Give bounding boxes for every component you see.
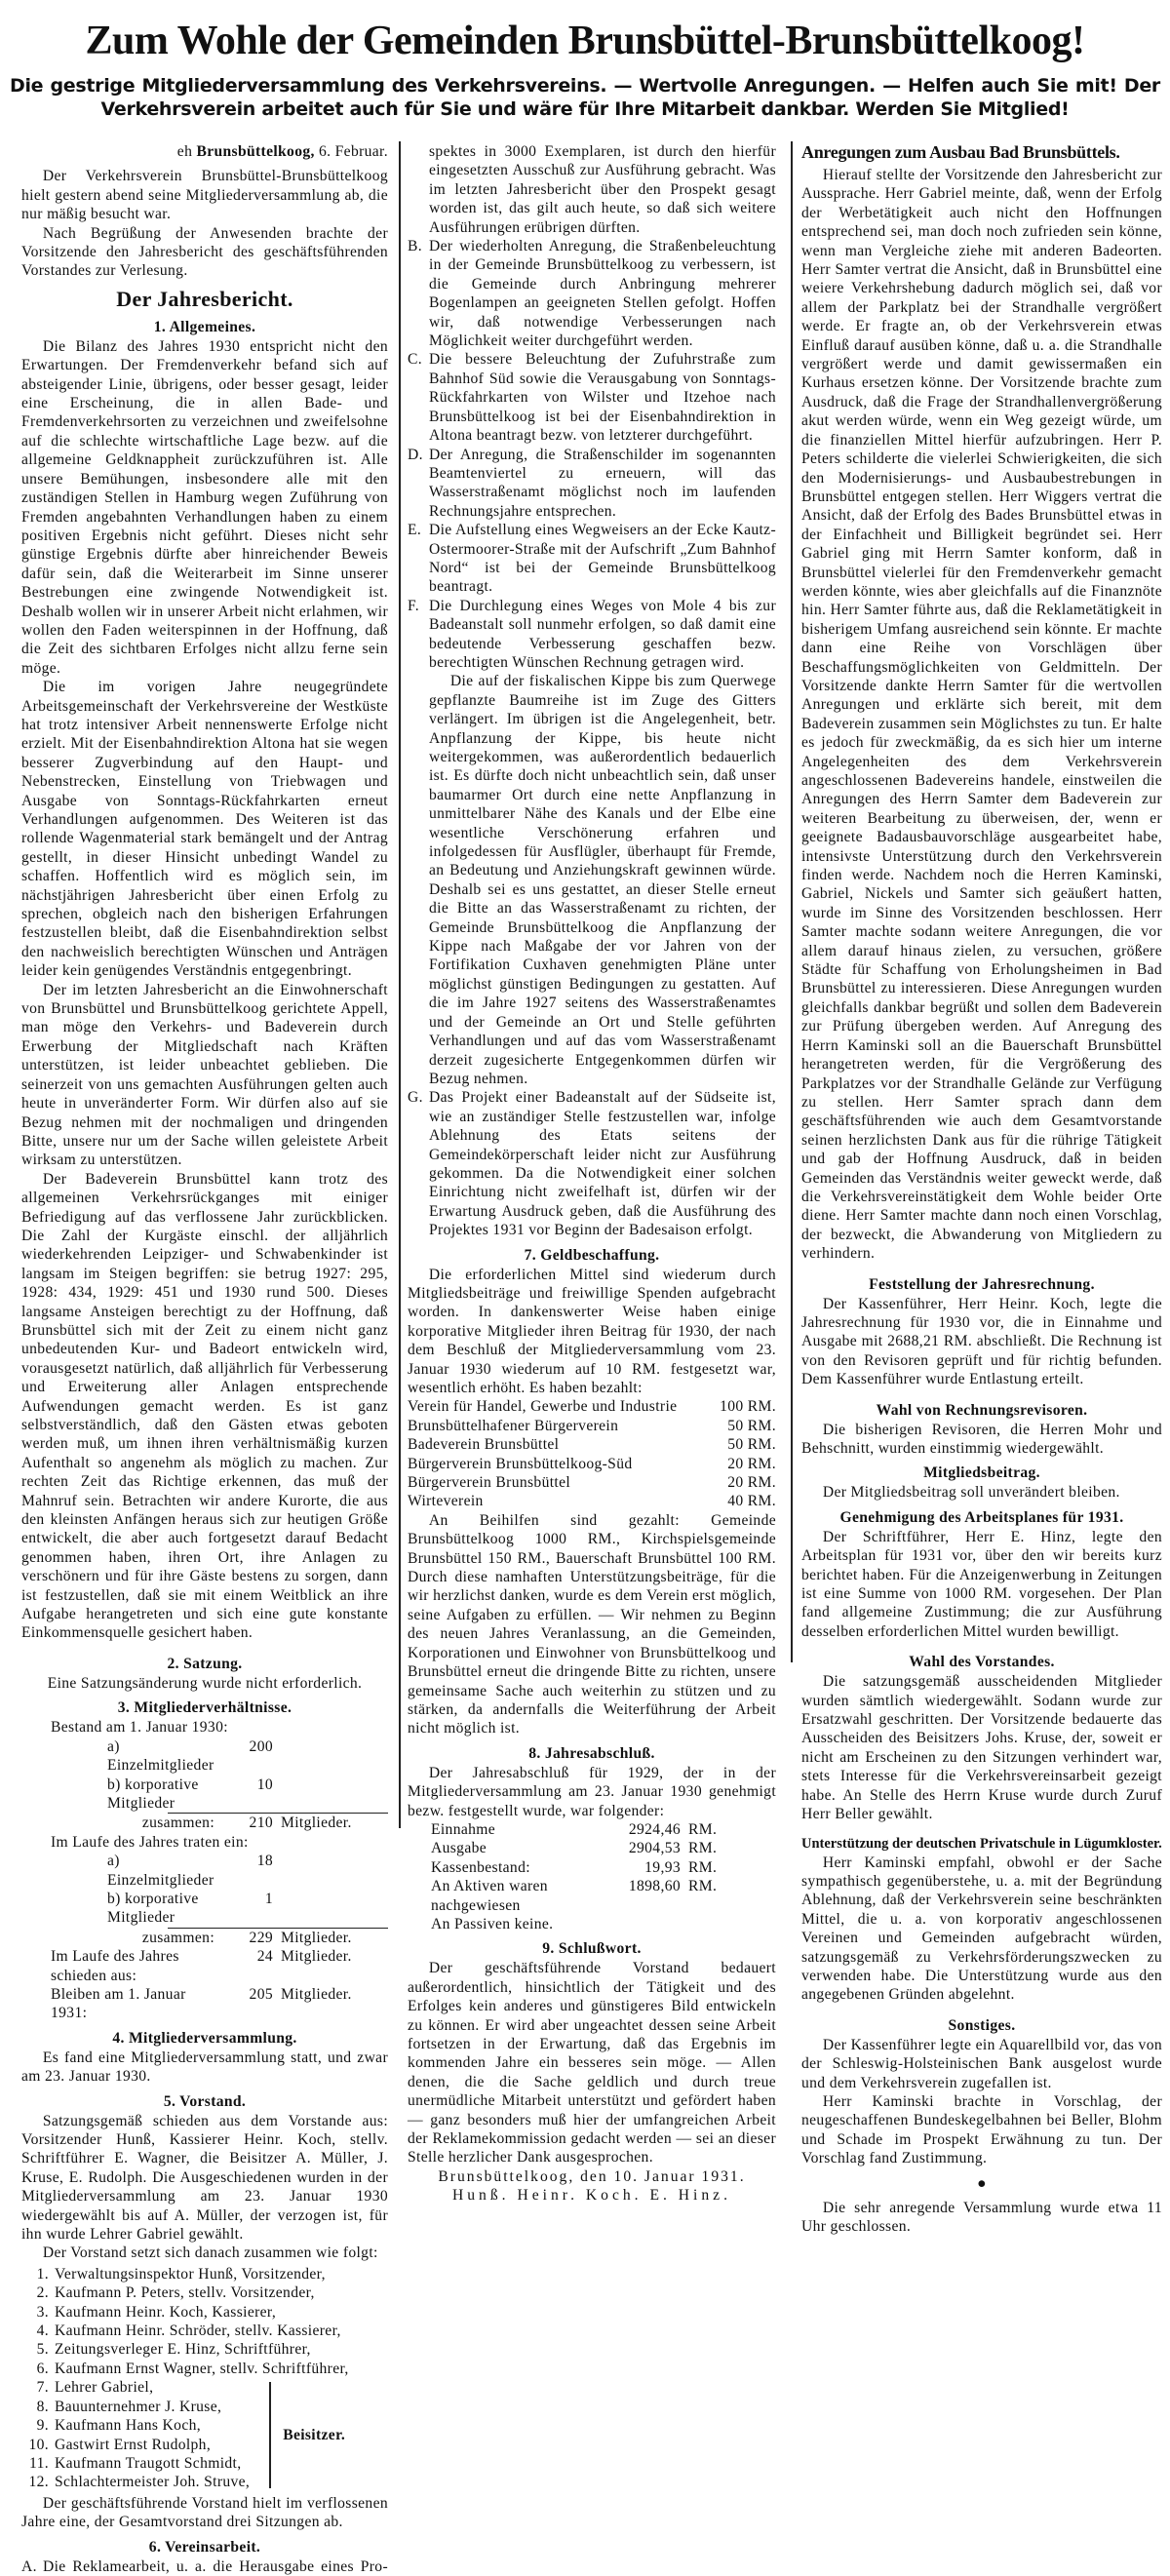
table-row (408, 1397, 776, 1416)
list-item (21, 2265, 388, 2283)
section-heading: Wahl von Rechnungsrevisoren. (876, 1401, 1088, 1419)
text: Die bessere Beleuchtung der Zufuhrstraße zum Bahnhof Süd sowie die Verausgabung von Sonntags-Rückfahrkarten von Wilster und Itzehoe nach Brunsbüttelkoog ist bei der Eisenbahndirektion in Altona beantragt bezw. von letzterer durchgeführt. (429, 351, 776, 445)
text: G. (408, 1089, 423, 1107)
paragraph: Der Kassenführer legte ein Aquarellbild vor, das von der Schleswig-Holsteinischen Bank ausgelost wurde und dem Verkehrsverein zugefallen ist. (801, 2036, 1162, 2091)
section-heading: 9. Schlußwort. (542, 1940, 642, 1958)
table-unit: Mitglieder. (281, 1815, 352, 1832)
text: Der Anregung, die Straßenschilder im sogenannten Beamtenviertel zu erneuern, will das Wasserstraßenamt möglichst noch im laufenden Rechnungsjahre entsprechen. (429, 446, 776, 520)
signatures: Hunß. Heinr. Koch. E. Hinz. (452, 2187, 731, 2205)
paragraph: spektes in 3000 Exemplaren, ist durch den hierfür eingesetzten Ausschuß zur Ausführung gebracht. Was im letzten Jahresbericht über den Prospekt gesagt worden ist, das gilt auch heute, so daß sich weitere Ausführungen erübrigen dürften. (429, 143, 776, 236)
paragraph: Die auf der fiskalischen Kippe bis zum Querwege gepflanzte Baumreihe ist im Zuge des Gitters verlängert. Im übrigen ist die Angelegenheit, betr. Anpflanzung der Kippe, bis heute nicht weitergekommen, was außerordentlich bedauerlich ist. Es dürfte doch nicht unbeachtlich sein, daß unser baumarmer Ort durch eine nette Anpflanzung in unmittelbarer Nähe des Kanals und der Elbe eine wesentliche Verschönerung erfahren und infolgedessen für Ausflügler, überhaupt für Fremde, an Bedeutung und Anziehungskraft gewinnen würde. Deshalb sei es uns gestattet, an dieser Stelle erneut die Bitte an das Wasserstraßenamt zu richten, der Gemeinde Brunsbüttelkoog die Anpflanzung der Kippe nach Maßgabe der vor Jahren von der Fortifikation Cuxhaven genehmigten Pläne unter möglichst günstigen Bedingungen zu gestatten. Auf die im Jahre 1927 seitens des Wasserstraßenamtes und der Gemeinde an Ort und Stelle geführten Verhandlungen und auf das vom Wasserstraßenamt derzeit zugesicherte Entgegenkommen dürfen wir Bezug nehmen. (429, 673, 776, 1087)
list-item (408, 350, 776, 445)
author-initials: eh (176, 143, 193, 160)
table-value: 18 (256, 1853, 273, 1870)
section-heading: 1. Allgemeines. (153, 318, 256, 335)
table-label: b) korporative Mitglieder (107, 1890, 199, 1927)
paragraph: Die Bilanz des Jahres 1930 entspricht nicht den Erwartungen. Der Fremdenverkehr befand sich auf absteigender Linie, übrigens, oder besser gesagt, leider eine Erscheinung, die in allen Bade- und Fremdenverkehrsorten zu verzeichnen und zweifelsohne auf die schlechte wirtschaftliche Lage bezw. auf die allgemeine Geldknappheit zurückzuführen ist. Alle unsere Bemühungen, insbesondere alle mit den zuständigen Stellen in Hamburg wegen Zuführung von Fremden angebahnten Verhandlungen haben zu einem positiven Ergebnis nicht geführt. Dieses nicht sehr günstige Ergebnis dürfte aber hinreichender Beweis dafür sein, daß die Weiterarbeit im Sinne unserer Bestrebungen eine zwingende Notwendigkeit ist. Deshalb wollen wir in unserer Arbeit nicht erlahmen, wir wollen den Faden weiterspinnen in der Hoffnung, daß die Zeit des sichtbaren Erfolges nicht allzu ferne sein möge. (21, 337, 388, 677)
payments-table (408, 1397, 776, 1510)
text: 20 RM. (727, 1474, 776, 1492)
closing-paragraph: Die sehr anregende Versammlung wurde etwa 11 Uhr geschlossen. (801, 2200, 1162, 2236)
text: Die Durchlegung eines Weges von Mole 4 bis zur Badeanstalt soll nunmehr erfolgen, so daß damit eine bedeutende Verbesserung geschaffen bezw. berechtigten Wünschen Rechnung getragen wird. (429, 597, 776, 671)
table-value: 229 (249, 1929, 273, 1946)
brace (269, 2382, 271, 2487)
text: 50 RM. (727, 1417, 776, 1434)
list-item (21, 2322, 388, 2340)
text: Kaufmann P. Peters, stellv. Vorsitzender, (55, 2284, 315, 2302)
table-label: zusammen: (141, 1815, 214, 1832)
text: 1898,60 (628, 1878, 681, 1895)
paragraph: Die erforderlichen Mittel sind wiederum durch Mitgliedsbeiträge und freiwillige Spenden aufgebracht worden. In dankenswerter Weise haben einige korporative Mitglieder ihren Beitrag für 1930, der nach dem Beschluß der Mitgliederversammlung vom 23. Januar 1930 wiederum auf 10 RM. festgesetzt war, wesentlich erhöht. Es haben bezahlt: (408, 1266, 776, 1396)
text: RM. (688, 1878, 718, 1895)
column-2 (408, 142, 776, 2205)
list-item (408, 446, 776, 522)
table-value: 200 (249, 1737, 273, 1755)
text: 11. (29, 2454, 49, 2472)
paragraph: Der im letzten Jahresbericht an die Einwohnerschaft von Brunsbüttel und Brunsbüttelkoog gerichtete Appell, man möge den Verkehrs- und Badeverein durch Erwerbung der Mitgliedschaft nach Kräften unterstützen, ist leider unbeachtet geblieben. Die seinerzeit von uns gemachten Ausführungen gelten auch heute in unveränderter Form. Wir dürfen also auf sie Bezug nehmen mit der nochmaligen und dringenden Bitte, unsere nur um der Sache willen geleistete Arbeit wirksam zu unterstützen. (21, 981, 388, 1169)
separator-dot-icon: ● (977, 2174, 987, 2192)
text: Schlachtermeister Joh. Struve, (55, 2474, 251, 2491)
text: 100 RM. (720, 1398, 776, 1416)
text: 1. (36, 2265, 49, 2283)
section-heading: Unterstützung der deutschen Privatschule in Lügumkloster. (801, 1835, 1162, 1852)
text: Die Aufstellung eines Wegweisers an der Ecke Kautz-Ostermoorer-Straße mit der Aufschrift „Zum Bahnhof Nord“ ist bei der Gemeinde Brunsbüttelkoog beantragt. (429, 522, 776, 596)
table-label: b) korporative Mitglieder (107, 1776, 199, 1812)
paragraph: An Beihilfen sind gezahlt: Gemeinde Brunsbüttelkoog 1000 RM., Kirchspielsgemeinde Brunsbüttel 150 RM., Bauerschaft Brunsbüttel 100 RM. Durch diese namhaften Unterstützungsbeiträge, für die wir herzlichst danken, wurde es dem Verein erst möglich, seine Aufgaben zu erfüllen. — Wir nehmen zu Beginn des neuen Jahres Veranlassung, an die Gemeinden, Korporationen und Einwohner von Brunsbüttelkoog und Brunsbüttel erneut die dringende Bitte zu richten, unsere gemeinsame Sache auch weiterhin zu stützen und zu stärken, da andernfalls die Weiterführung der Arbeit nicht möglich ist. (408, 1511, 776, 1737)
text: 3. (36, 2303, 49, 2321)
text: Lehrer Gabriel, (55, 2379, 154, 2397)
text: D. (408, 446, 423, 463)
text: 12. (28, 2474, 49, 2491)
text: E. (408, 522, 422, 539)
section-heading: 3. Mitgliederverhältnisse. (117, 1699, 292, 1717)
text: Bürgerverein Brunsbüttel (408, 1474, 571, 1492)
text: Gastwirt Ernst Rudolph, (55, 2436, 212, 2453)
text: 20 RM. (727, 1455, 776, 1472)
table-label: Im Laufe des Jahres schieden aus: (51, 1948, 179, 1984)
list-item (21, 2378, 250, 2397)
paragraph: Der geschäftsführende Vorstand bedauert außerordentlich, hinsichtlich der Tätigkeit und des Erfolges kein anderes und günstigeres Bild entwickeln zu können. Er wird aber ungeachtet dessen seine Arbeit fortsetzen in der Erwartung, daß das Ergebnis im kommenden Jahre ein besseres sein möge. — Allen denen, die die Sache geldlich und durch treue unermüdliche Mitarbeit unterstützt und gefördert haben — ganz besonders muß hier der umfangreichen Arbeit der Reklamekommission gedacht werden — sei an dieser Stelle herzlicher Dank ausgesprochen. (408, 1960, 776, 2166)
text: 8. (36, 2398, 49, 2415)
paragraph: Die bisherigen Revisoren, die Herren Mohr und Behschnitt, wurden einstimmig wiedergewählt. (801, 1421, 1162, 1457)
text: Kaufmann Ernst Wagner, stellv. Schriftführer, (55, 2360, 349, 2377)
text: 4. (36, 2322, 49, 2340)
table-row (408, 1492, 776, 1510)
list-item (408, 237, 776, 350)
paragraph: Der Mitgliedsbeitrag soll unverändert bleiben. (822, 1484, 1120, 1502)
dateline-place: Brunsbüttelkoog, (196, 143, 315, 160)
membership-table (21, 1718, 388, 2023)
list-item (21, 2398, 250, 2416)
text: RM. (688, 1820, 718, 1838)
list-item (408, 1088, 776, 1239)
text: Das Projekt einer Badeanstalt auf der Südseite ist, wie an zuständiger Stelle festzustellen war, infolge Ablehnung des Etats seitens der Gemeindekörperschaft leider nicht zur Ausführung gekommen. Da die Notwendigkeit einer solchen Einrichtung nicht zweifelhaft ist, dürfen wir der Erwartung Ausdruck geben, daß die Ausführung des Projektes 1931 vor Beginn der Badesaison erfolgt. (429, 1089, 776, 1239)
table-row (408, 1417, 776, 1435)
table-label: a) Einzelmitglieder (107, 1737, 214, 1775)
text: Kaufmann Hans Koch, (55, 2417, 201, 2435)
report-title: Der Jahresbericht. (116, 286, 293, 311)
text: Bauunternehmer J. Kruse, (55, 2398, 222, 2415)
paragraph: Herr Kaminski brachte in Vorschlag, der neugeschaffenen Bundeskegelbahnen bei Beller, Blohm und Schade im Prospekt Erwähnung zu tun. Der Vorschlag fand Zustimmung. (801, 2092, 1162, 2167)
text: Zeitungsverleger E. Hinz, Schriftführer, (55, 2341, 311, 2359)
table-value: 24 (256, 1948, 273, 1966)
subheadline: Die gestrige Mitgliederversammlung des Verkehrsvereins. — Wertvolle Anregungen. — Helfen auch Sie mit! Der Verkehrsverein arbeitet auch für Sie und wäre für Ihre Mitarbeit dankbar. Werden Sie Mitglied! (10, 75, 1160, 120)
text: Brunsbüttelhafener Bürgerverein (408, 1417, 619, 1434)
text: 9. (36, 2417, 49, 2435)
text: 19,93 (644, 1858, 681, 1876)
board-list (21, 2265, 388, 2492)
paragraph: Die satzungsgemäß ausscheidenden Mitglieder wurden sämtlich wiedergewählt. Sodann wurde zur Ersatzwahl geschritten. Der Vorsitzende bedauerte das Ausscheiden des Beisitzers Johs. Kruse, der, soweit er nicht am Erscheinen zu den Sitzungen verhindert war, stets Interesse für die Verkehrsvereinsarbeit gezeigt habe. An Stelle des Herrn Kruse wurde durch Zuruf Herr Beller gewählt. (801, 1673, 1162, 1823)
text: F. (408, 597, 420, 614)
list-item (21, 2303, 388, 2322)
paragraph: Hierauf stellte der Vorsitzende den Jahresbericht zur Aussprache. Herr Gabriel meinte, daß, wenn der Erfolg der Werbetätigkeit auch nicht den Hoffnungen entsprechend sei, man doch noch zufrieden sein könne, wenn man Vergleiche ziehe mit anderen Badeorten. Herr Samter vertrat die Ansicht, daß in Brunsbüttel eine weiere Verkehrshebung dadurch möglich sei, daß vor allem der Parkplatz bei der Strandhalle vergrößert werde. Er fragte an, ob der Verkehrsverein etwas Einfluß darauf ausüben könne, daß u. a. die Strandhalle vergrößert werde und damit gewissermaßen ein Kurhaus ersetzen könne. Der Vorsitzende brachte zum Ausdruck, daß die Frage der Strandhallenvergrößerung akut werden würde, wenn ein Weg gezeigt würde, um die finanziellen Mittel hierfür aufzubringen. Herr P. Peters schilderte die vielerlei Schwierigkeiten, die sich den Modernisierungs- und Ausbaubestrebungen in Brunsbüttel entgegen stellen. Herr Wiggers vertrat die Ansicht, daß der Erfolg des Bades Brunsbüttel etwas in der Einfachheit und Billigkeit begründet sei. Herr Gabriel ging mit Herrn Samter konform, daß in Brunsbüttel vielerlei für den Fremdenverkehr gemacht werden könnte, wies aber gleichfalls auf die Finanznöte hin. Herr Samter führte aus, daß die Reklametätigkeit in bisherigem Umfang ausreichend sein könnte. Er machte dann eine Reihe von Vorschlägen über Beschaffungsmöglichkeiten von Geldmitteln. Der Vorsitzende dankte Herrn Samter für die wertvollen Anregungen und erklärte sich bereit, mit dem Badeverein zusammen sein Möglichstes zu tun. Er halte es jedoch für zweckmäßig, da es sich hier um interne Angelegenheiten des dem Verkehrsverein angeschlossenen Badevereins handele, einstweilen die Anregungen des Herrn Samter dem Badeverein zur weiteren Bearbeitung zu überweisen, der, wenn er geeignete Badausbauvorschläge ausgearbeitet habe, intensivste Unterstützung durch den Verkehrsverein finden werde. Nachdem noch die Herren Kaminski, Gabriel, Nickels und Samter sich geäußert hatten, wurde im Sinne des Vorsitzenden beschlossen. Herr Samter machte sodann weitere Anregungen, die vor allem darauf hinaus zielen, zu versuchen, größere Städte für Schaffung von Erholungsheimen in Bad Brunsbüttel zu interessieren. Diese Anregungen wurden gleichfalls dankbar begrüßt und sollen dem Badeverein zur Prüfung übergeben werden. Auf Anregung des Herrn Kaminski soll an die Bauerschaft Brunsbüttel herangetreten werden, für die Vergrößerung des Parkplatzes vor der Strandhalle Gelände zur Verfügung zu stellen. Herr Samter sprach dann dem geschäftsführenden wie auch dem Gesamtvorstande seinen herzlichsten Dank aus für die rührige Tätigkeit und gab der Hoffnung Ausdruck, daß in beiden Gemeinden das Verständnis weiter geweckt werde, daß die Verkehrsvereinstätigkeit dem Wohle beider Orte diene. Herr Samter machte dann noch einen Vorschlag, der bezweckt, die Abwanderung von Mitgliedern zu verhindern. (801, 167, 1162, 1263)
section-heading: Genehmigung des Arbeitsplanes für 1931. (839, 1508, 1124, 1526)
table-value: 10 (256, 1776, 273, 1793)
text: 2. (36, 2284, 49, 2302)
text: An Aktiven waren nachgewiesen (431, 1878, 548, 1914)
text: Bürgerverein Brunsbüttelkoog-Süd (408, 1455, 633, 1472)
text: 50 RM. (727, 1436, 776, 1454)
text: Kassenbestand: (431, 1858, 530, 1876)
table-value: 210 (249, 1815, 273, 1832)
item-letter: A. (21, 2557, 37, 2575)
beisitzer-label: Beisitzer. (283, 2426, 346, 2443)
table-row (408, 1455, 776, 1473)
text: An Passiven keine. (431, 1915, 554, 1932)
list-item (21, 2473, 250, 2491)
table-label: a) Einzelmitglieder (107, 1853, 214, 1889)
table-unit: Mitglieder. (281, 1929, 352, 1946)
dateline-date: 6. Februar. (319, 143, 388, 160)
text: Badeverein Brunsbüttel (408, 1436, 560, 1454)
paragraph: Der Schriftführer, Herr E. Hinz, legte den Arbeitsplan für 1931 vor, über den wir bereits kurz berichtet haben. Für die Anzeigenwerbung in Zeitungen ist eine Summe von 1000 RM. vorgesehen. Der Plan fand allgemeine Zustimmung; die zur Ausführung desselben erforderlichen Mittel wurden bewilligt. (801, 1528, 1162, 1640)
table-row (431, 1877, 727, 1915)
list-item (21, 2454, 250, 2473)
paragraph: Eine Satzungsänderung wurde nicht erforderlich. (47, 1674, 363, 1692)
text: Verein für Handel, Gewerbe und Industrie (408, 1398, 678, 1416)
text: Ausgabe (431, 1840, 488, 1857)
paragraph: Satzungsgemäß schieden aus dem Vorstande aus: Vorsitzender Hunß, Kassierer Heinr. Koch, stellv. Schriftführer E. Wagner, die Beisitzer A. Müller, J. Kruse, E. Rudolph. Die Ausgeschiedenen wurden in der Mitgliederversammlung am 23. Januar 1930 wiedergewählt bis auf A. Müller, der verzogen ist, für ihn wurde Lehrer Gabriel gewählt. (21, 2112, 388, 2244)
paragraph: Der Badeverein Brunsbüttel kann trotz des allgemeinen Verkehrsrückganges mit einiger Befriedigung auf das verflossene Jahr zurückblicken. Die Zahl der Kurgäste einschl. der alljährlich wiederkehrenden Leipziger- und Schwabenkinder ist langsam im Steigen begriffen: sie betrug 1927: 295, 1928: 434, 1929: 451 und 1930 rund 500. Dieses langsame Ansteigen berechtigt zu der Hoffnung, daß Brunsbüttel sich mit der Zeit zu einem nicht ganz unbedeutenden Kur- und Badeort entwickeln wird, vorausgesetzt natürlich, daß alljährlich für Verbesserung und Erweiterung aller Anlagen entsprechende Aufwendungen gemacht werden. Es ist ganz selbstverständlich, daß den Gästen etwas geboten werden muß, um ihnen ihren verhältnismäßig kurzen Aufenthalt so angenehm als möglich zu machen. Zur rechten Zeit das Richtige erkennen, das muß der Mahnruf sein. Betrachten wir andere Kurorte, die aus den kleinsten Anfängen heraus sich zur heutigen Größe entwickelt, die aber auch fortgesetzt darauf Bedacht genommen haben, ihren Ort, ihre Anlagen zu verschönern und für ihre Gäste bestens zu sorgen, dann ist festzustellen, daß sie mit einem Weitblick an ihre Aufgabe herangetreten und sich eine gute konstante Einkommensquelle gesichert haben. (21, 1170, 388, 1642)
accounts-table (408, 1820, 776, 1933)
table-label: Bestand am 1. Januar 1930: (51, 1719, 228, 1737)
table-row (408, 1435, 776, 1454)
section-heading: 8. Jahresabschluß. (528, 1744, 655, 1762)
section-title: Anregungen zum Ausbau Bad Brunsbüttels. (801, 142, 1120, 162)
table-value: 1 (264, 1890, 273, 1907)
text: 40 RM. (727, 1493, 776, 1510)
list-item (21, 2283, 388, 2302)
list-item (21, 2436, 250, 2454)
paragraph: Der Vorstand setzt sich danach zusammen wie folgt: (42, 2244, 378, 2262)
table-row (431, 1915, 727, 1933)
paragraph: Es fand eine Mitgliederversammlung statt, und zwar am 23. Januar 1930. (21, 2049, 388, 2086)
text: 5. (36, 2341, 49, 2359)
headline: Zum Wohle der Gemeinden Brunsbüttel-Brunsbüttelkoog! (85, 19, 1085, 63)
beisitzer-group (21, 2378, 388, 2491)
paragraph: Der geschäftsführende Vorstand hielt im verflossenen Jahre eine, der Gesamtvorstand drei Sitzungen ab. (21, 2494, 388, 2531)
text: RM. (688, 1840, 718, 1857)
table-unit: Mitglieder. (281, 1985, 352, 2003)
text: Kaufmann Heinr. Koch, Kassierer, (55, 2303, 277, 2321)
list-item (408, 521, 776, 597)
text: Der wiederholten Anregung, die Straßenbeleuchtung in der Gemeinde Brunsbüttelkoog zu verbessern, ist die Gemeinde durch Anbringung mehrerer Bogenlampen an geeigneten Stellen gefolgt. Hoffen wir, daß notwendige Verbesserungen nach Möglichkeit weiter durchgeführt werden. (429, 238, 776, 350)
column-3 (801, 142, 1162, 2237)
paragraph: Herr Kaminski empfahl, obwohl er der Sache sympathisch gegenüberstehe, u. a. mit der Begründung Ablehnung, daß der Verkehrsverein seine beschränkten Mittel, die u. a. von korporativ angeschlossenen Vereinen und Gemeinden aufgebracht würden, satzungsgemäß zu Verkehrsförderungszwecken zu verwenden habe. Die Unterstützung wurde aus den angegebenen Gründen abgelehnt. (801, 1854, 1162, 2004)
section-heading: Feststellung der Jahresrechnung. (869, 1275, 1095, 1293)
paragraph: Der Kassenführer, Herr Heinr. Koch, legte die Jahresrechnung für 1930 vor, die in Einnahme und Ausgabe mit 2688,21 RM. abschließt. Die Rechnung ist von den Revisoren geprüft und für richtig befunden. Dem Kassenführer wurde Entlastung erteilt. (801, 1295, 1162, 1388)
section-heading: 6. Vereinsarbeit. (148, 2538, 261, 2556)
list-item (408, 597, 776, 673)
table-label: zusammen: (141, 1929, 214, 1946)
column-1 (21, 142, 388, 2576)
table-row (431, 1858, 727, 1877)
list-item (21, 2360, 388, 2378)
section-heading: Wahl des Vorstandes. (909, 1654, 1055, 1671)
text: C. (408, 351, 422, 369)
section-heading: 2. Satzung. (167, 1655, 243, 1672)
section-heading: 7. Geldbeschaffung. (524, 1246, 660, 1264)
table-value: 205 (249, 1985, 273, 2003)
section-heading: 5. Vorstand. (163, 2092, 247, 2110)
table-label: Im Laufe des Jahres traten ein: (51, 1833, 249, 1851)
text: 7. (36, 2379, 49, 2397)
text: 2924,46 (628, 1820, 681, 1838)
text: 6. (36, 2360, 49, 2377)
text: RM. (688, 1858, 718, 1876)
section-heading: Sonstiges. (948, 2016, 1016, 2034)
section-heading: 4. Mitgliederversammlung. (112, 2029, 297, 2047)
table-row (431, 1820, 727, 1839)
paragraph: Die im vorigen Jahre neugegründete Arbeitsgemeinschaft der Verkehrsvereine der Westküste hat trotz intensiver Arbeit nennenswerte Erfolge nicht erzielt. Mit der Eisenbahndirektion Altona hat sie wegen besserer Zugverbindung auf den Haupt- und Nebenstrecken, Einstellung von Triebwagen und Ausgabe von Sonntags-Rückfahrkarten erneut Verhandlungen aufgenommen. Des Weiteren ist das rollende Wagenmaterial stark bemängelt und der Antrag gestellt, in dieser Hinsicht unbedingt Wandel zu schaffen. Hoffentlich wird es möglich sein, im nächstjährigen Jahresbericht über einen Erfolg zu sprechen, obgleich nach den bisherigen Erfahrungen festzustellen bleibt, daß die Eisenbahndirektion selbst den nachweislich berechtigten Wünschen und Anträgen leider kein genügendes Verständnis entgegenbringt. (21, 679, 388, 980)
list-item (21, 2557, 388, 2576)
dateline (21, 142, 388, 161)
text: Verwaltungsinspektor Hunß, Vorsitzender, (55, 2265, 326, 2283)
text: 10. (28, 2436, 49, 2453)
text: B. (408, 238, 422, 255)
table-unit: Mitglieder. (281, 1948, 352, 1966)
column-divider (399, 141, 401, 1828)
section-heading: Mitgliedsbeitrag. (923, 1464, 1040, 1482)
table-label: Bleiben am 1. Januar 1931: (51, 1985, 186, 2022)
text: Kaufmann Traugott Schmidt, (55, 2454, 242, 2472)
signoff-place-date: Brunsbüttelkoog, den 10. Januar 1931. (438, 2167, 746, 2185)
list-item (21, 2416, 250, 2435)
paragraph: Die Reklamearbeit, u. a. die Herausgabe eines Pro- (43, 2557, 388, 2575)
masthead (0, 14, 1170, 121)
list-item (21, 2340, 388, 2359)
intro-paragraph: Der Verkehrsverein Brunsbüttel-Brunsbüttelkoog hielt gestern abend seine Mitgliederversammlung ab, die nur mäßig besucht war. (21, 168, 388, 223)
column-divider (791, 141, 793, 1662)
text: 2904,53 (628, 1840, 681, 1857)
text: Kaufmann Heinr. Schröder, stellv. Kassierer, (55, 2322, 341, 2340)
paragraph: Der Jahresabschluß für 1929, der in der Mitgliederversammlung am 23. Januar 1930 genehmigt bezw. festgestellt wurde, war folgender: (408, 1764, 776, 1819)
text: Einnahme (431, 1820, 496, 1838)
table-row (408, 1473, 776, 1492)
text: Wirteverein (408, 1493, 484, 1510)
table-row (431, 1839, 727, 1857)
intro-paragraph: Nach Begrüßung der Anwesenden brachte der Vorsitzende den Jahresbericht des geschäftsführenden Vorstandes zur Verlesung. (21, 224, 388, 280)
